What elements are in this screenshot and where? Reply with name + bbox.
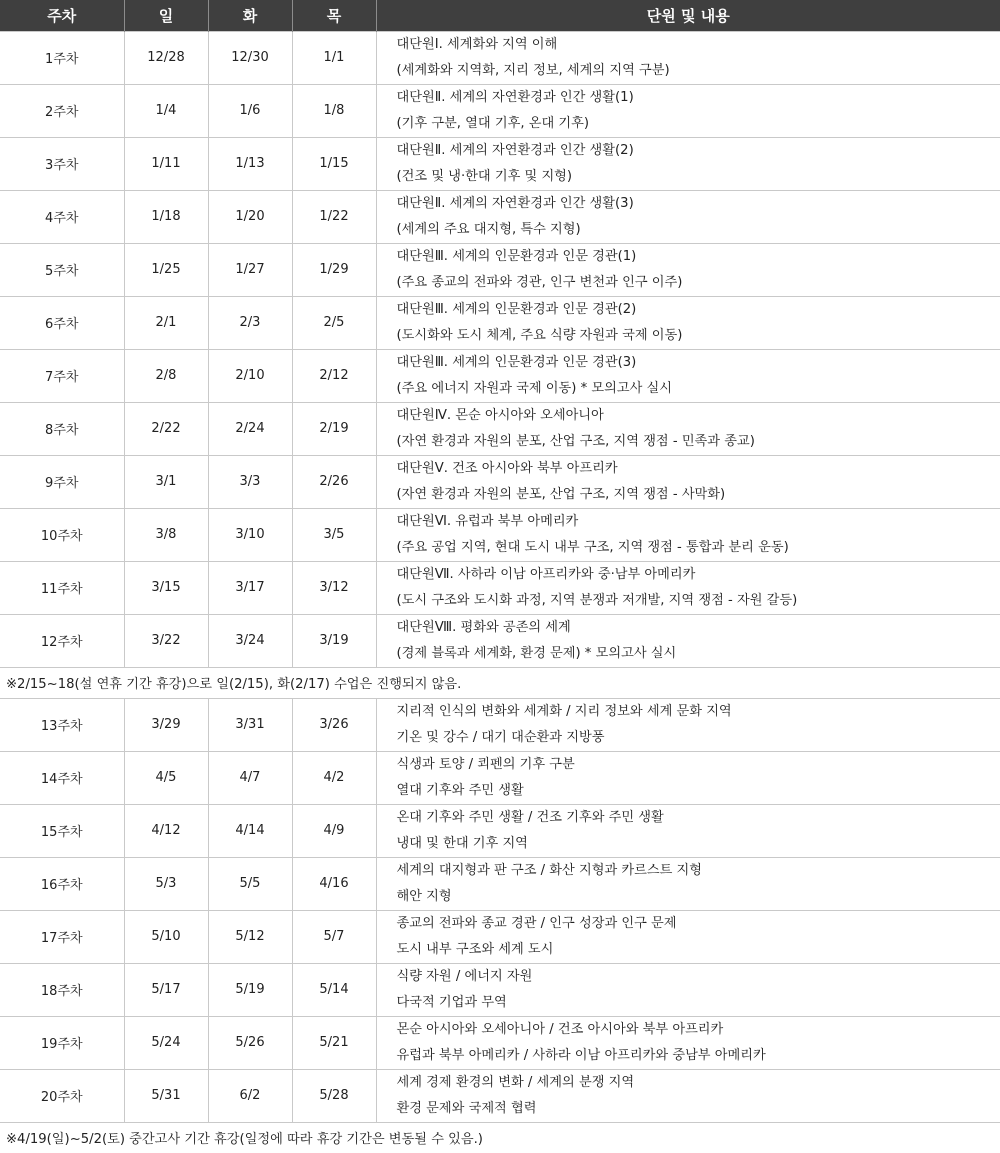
thursday-cell: 3/19 bbox=[292, 614, 376, 667]
content-line-1: 대단원Ⅶ. 사하라 이남 아프리카와 중·남부 아메리카 bbox=[396, 566, 696, 582]
content-line-1: 지리적 인식의 변화와 세계화 / 지리 정보와 세계 문화 지역 bbox=[396, 703, 732, 719]
content-cell bbox=[376, 1016, 1000, 1069]
thursday-cell: 2/26 bbox=[292, 455, 376, 508]
content-cell bbox=[376, 857, 1000, 910]
sunday-cell: 3/29 bbox=[124, 698, 208, 751]
content-line-1: 대단원Ⅲ. 세계의 인문환경과 인문 경관(1) bbox=[396, 248, 637, 264]
notice-text: ※2/15~18(설 연휴 기간 휴강)으로 일(2/15), 화(2/17) 수업은 진행되지 않음. bbox=[0, 667, 1000, 698]
thursday-cell: 1/22 bbox=[292, 190, 376, 243]
tuesday-cell: 6/2 bbox=[208, 1069, 292, 1122]
sunday-cell: 5/17 bbox=[124, 963, 208, 1016]
thursday-cell: 4/2 bbox=[292, 751, 376, 804]
week-cell: 5주차 bbox=[0, 243, 124, 296]
content-line-1: 세계 경제 환경의 변화 / 세계의 분쟁 지역 bbox=[396, 1074, 635, 1090]
table-row bbox=[0, 1069, 1000, 1122]
content-cell bbox=[376, 31, 1000, 84]
content-line-2: (주요 공업 지역, 현대 도시 내부 구조, 지역 쟁점 - 통합과 분리 운동) bbox=[396, 539, 789, 555]
tuesday-cell: 4/7 bbox=[208, 751, 292, 804]
sunday-cell: 2/1 bbox=[124, 296, 208, 349]
tuesday-cell: 2/3 bbox=[208, 296, 292, 349]
table-row bbox=[0, 243, 1000, 296]
content-line-1: 식량 자원 / 에너지 자원 bbox=[396, 968, 533, 984]
content-line-1: 대단원Ⅷ. 평화와 공존의 세계 bbox=[396, 619, 571, 635]
week-cell: 6주차 bbox=[0, 296, 124, 349]
tuesday-cell: 1/13 bbox=[208, 137, 292, 190]
content-cell bbox=[376, 402, 1000, 455]
week-cell: 8주차 bbox=[0, 402, 124, 455]
content-cell bbox=[376, 243, 1000, 296]
tuesday-cell: 3/3 bbox=[208, 455, 292, 508]
thursday-cell: 1/15 bbox=[292, 137, 376, 190]
week-cell: 10주차 bbox=[0, 508, 124, 561]
table-row bbox=[0, 614, 1000, 667]
thursday-cell: 5/21 bbox=[292, 1016, 376, 1069]
content-line-2: (세계화와 지역화, 지리 정보, 세계의 지역 구분) bbox=[396, 62, 670, 78]
thursday-cell: 5/28 bbox=[292, 1069, 376, 1122]
note-row bbox=[0, 1122, 1000, 1153]
thursday-cell: 4/16 bbox=[292, 857, 376, 910]
table-row bbox=[0, 190, 1000, 243]
content-line-1: 온대 기후와 주민 생활 / 건조 기후와 주민 생활 bbox=[396, 809, 664, 825]
sunday-cell: 4/12 bbox=[124, 804, 208, 857]
tuesday-cell: 1/27 bbox=[208, 243, 292, 296]
week-cell: 17주차 bbox=[0, 910, 124, 963]
table-row bbox=[0, 349, 1000, 402]
thursday-cell: 1/1 bbox=[292, 31, 376, 84]
content-line-1: 대단원Ⅵ. 유럽과 북부 아메리카 bbox=[396, 513, 579, 529]
header-sunday: 일 bbox=[124, 0, 208, 31]
thursday-cell: 3/26 bbox=[292, 698, 376, 751]
sunday-cell: 5/31 bbox=[124, 1069, 208, 1122]
sunday-cell: 5/24 bbox=[124, 1016, 208, 1069]
content-line-1: 대단원Ⅳ. 몬순 아시아와 오세아니아 bbox=[396, 407, 604, 423]
content-line-1: 대단원Ⅱ. 세계의 자연환경과 인간 생활(3) bbox=[396, 195, 634, 211]
tuesday-cell: 5/19 bbox=[208, 963, 292, 1016]
sunday-cell: 3/15 bbox=[124, 561, 208, 614]
week-cell: 11주차 bbox=[0, 561, 124, 614]
content-line-1: 대단원Ⅰ. 세계화와 지역 이해 bbox=[396, 36, 558, 52]
content-line-2: 냉대 및 한대 기후 지역 bbox=[396, 835, 528, 851]
content-line-2: (자연 환경과 자원의 분포, 산업 구조, 지역 쟁점 - 민족과 종교) bbox=[396, 433, 755, 449]
sunday-cell: 3/1 bbox=[124, 455, 208, 508]
sunday-cell: 2/8 bbox=[124, 349, 208, 402]
tuesday-cell: 2/10 bbox=[208, 349, 292, 402]
content-line-2: 열대 기후와 주민 생활 bbox=[396, 782, 524, 798]
tuesday-cell: 2/24 bbox=[208, 402, 292, 455]
table-row bbox=[0, 963, 1000, 1016]
content-line-2: 도시 내부 구조와 세계 도시 bbox=[396, 941, 554, 957]
week-cell: 12주차 bbox=[0, 614, 124, 667]
content-line-1: 대단원Ⅱ. 세계의 자연환경과 인간 생활(2) bbox=[396, 142, 634, 158]
notice-text: ※4/19(일)~5/2(토) 중간고사 기간 휴강(일정에 따라 휴강 기간은 변동될 수 있음.) bbox=[0, 1122, 1000, 1153]
week-cell: 1주차 bbox=[0, 31, 124, 84]
content-cell bbox=[376, 455, 1000, 508]
sunday-cell: 12/28 bbox=[124, 31, 208, 84]
content-cell bbox=[376, 614, 1000, 667]
content-line-2: (자연 환경과 자원의 분포, 산업 구조, 지역 쟁점 - 사막화) bbox=[396, 486, 726, 502]
content-cell bbox=[376, 1069, 1000, 1122]
content-line-1: 세계의 대지형과 판 구조 / 화산 지형과 카르스트 지형 bbox=[396, 862, 702, 878]
tuesday-cell: 3/17 bbox=[208, 561, 292, 614]
sunday-cell: 1/18 bbox=[124, 190, 208, 243]
table-row bbox=[0, 508, 1000, 561]
content-line-2: (주요 종교의 전파와 경관, 인구 변천과 인구 이주) bbox=[396, 274, 683, 290]
tuesday-cell: 3/24 bbox=[208, 614, 292, 667]
content-line-2: (주요 에너지 자원과 국제 이동) * 모의고사 실시 bbox=[396, 380, 673, 396]
table-row bbox=[0, 751, 1000, 804]
content-cell bbox=[376, 190, 1000, 243]
content-line-1: 몬순 아시아와 오세아니아 / 건조 아시아와 북부 아프리카 bbox=[396, 1021, 724, 1037]
content-line-2: 해안 지형 bbox=[396, 888, 452, 904]
content-line-2: (도시 구조와 도시화 과정, 지역 분쟁과 저개발, 지역 쟁점 - 자원 갈등) bbox=[396, 592, 798, 608]
table-row bbox=[0, 31, 1000, 84]
table-row bbox=[0, 561, 1000, 614]
table-row bbox=[0, 137, 1000, 190]
thursday-cell: 5/14 bbox=[292, 963, 376, 1016]
content-line-2: 환경 문제와 국제적 협력 bbox=[396, 1100, 537, 1116]
content-line-2: (세계의 주요 대지형, 특수 지형) bbox=[396, 221, 581, 237]
content-line-1: 종교의 전파와 종교 경관 / 인구 성장과 인구 문제 bbox=[396, 915, 677, 931]
table-row bbox=[0, 296, 1000, 349]
table-row bbox=[0, 910, 1000, 963]
content-line-2: (건조 및 냉·한대 기후 및 지형) bbox=[396, 168, 573, 184]
sunday-cell: 3/8 bbox=[124, 508, 208, 561]
content-line-1: 식생과 토양 / 쾨펜의 기후 구분 bbox=[396, 756, 575, 772]
content-line-2: 유럽과 북부 아메리카 / 사하라 이남 아프리카와 중남부 아메리카 bbox=[396, 1047, 766, 1063]
content-cell bbox=[376, 84, 1000, 137]
table-row bbox=[0, 1016, 1000, 1069]
week-cell: 7주차 bbox=[0, 349, 124, 402]
tuesday-cell: 5/12 bbox=[208, 910, 292, 963]
tuesday-cell: 3/31 bbox=[208, 698, 292, 751]
week-cell: 20주차 bbox=[0, 1069, 124, 1122]
header-content: 단원 및 내용 bbox=[376, 0, 1000, 31]
week-cell: 15주차 bbox=[0, 804, 124, 857]
thursday-cell: 1/29 bbox=[292, 243, 376, 296]
content-cell bbox=[376, 508, 1000, 561]
sunday-cell: 5/3 bbox=[124, 857, 208, 910]
week-cell: 9주차 bbox=[0, 455, 124, 508]
week-cell: 14주차 bbox=[0, 751, 124, 804]
table-row bbox=[0, 84, 1000, 137]
thursday-cell: 3/12 bbox=[292, 561, 376, 614]
thursday-cell: 1/8 bbox=[292, 84, 376, 137]
week-cell: 19주차 bbox=[0, 1016, 124, 1069]
tuesday-cell: 1/20 bbox=[208, 190, 292, 243]
tuesday-cell: 1/6 bbox=[208, 84, 292, 137]
tuesday-cell: 12/30 bbox=[208, 31, 292, 84]
sunday-cell: 4/5 bbox=[124, 751, 208, 804]
week-cell: 2주차 bbox=[0, 84, 124, 137]
tuesday-cell: 5/26 bbox=[208, 1016, 292, 1069]
table-row bbox=[0, 455, 1000, 508]
content-cell bbox=[376, 804, 1000, 857]
thursday-cell: 2/12 bbox=[292, 349, 376, 402]
thursday-cell: 2/5 bbox=[292, 296, 376, 349]
sunday-cell: 1/25 bbox=[124, 243, 208, 296]
content-cell bbox=[376, 963, 1000, 1016]
content-line-1: 대단원Ⅱ. 세계의 자연환경과 인간 생활(1) bbox=[396, 89, 634, 105]
week-cell: 16주차 bbox=[0, 857, 124, 910]
header-tuesday: 화 bbox=[208, 0, 292, 31]
sunday-cell: 1/11 bbox=[124, 137, 208, 190]
content-cell bbox=[376, 561, 1000, 614]
content-cell bbox=[376, 137, 1000, 190]
table-row bbox=[0, 857, 1000, 910]
content-cell bbox=[376, 698, 1000, 751]
table-row bbox=[0, 804, 1000, 857]
week-cell: 3주차 bbox=[0, 137, 124, 190]
content-line-2: 다국적 기업과 무역 bbox=[396, 994, 507, 1010]
table-row bbox=[0, 402, 1000, 455]
content-line-2: (경제 블록과 세계화, 환경 문제) * 모의고사 실시 bbox=[396, 645, 677, 661]
content-line-2: (기후 구분, 열대 기후, 온대 기후) bbox=[396, 115, 590, 131]
sunday-cell: 3/22 bbox=[124, 614, 208, 667]
content-line-1: 대단원Ⅲ. 세계의 인문환경과 인문 경관(2) bbox=[396, 301, 637, 317]
content-line-1: 대단원Ⅲ. 세계의 인문환경과 인문 경관(3) bbox=[396, 354, 637, 370]
content-line-1: 대단원Ⅴ. 건조 아시아와 북부 아프리카 bbox=[396, 460, 618, 476]
header-thursday: 목 bbox=[292, 0, 376, 31]
week-cell: 4주차 bbox=[0, 190, 124, 243]
content-cell bbox=[376, 751, 1000, 804]
thursday-cell: 2/19 bbox=[292, 402, 376, 455]
week-cell: 13주차 bbox=[0, 698, 124, 751]
sunday-cell: 1/4 bbox=[124, 84, 208, 137]
tuesday-cell: 4/14 bbox=[208, 804, 292, 857]
header-row bbox=[0, 0, 1000, 31]
content-line-2: 기온 및 강수 / 대기 대순환과 지방풍 bbox=[396, 729, 605, 745]
table-row bbox=[0, 698, 1000, 751]
tuesday-cell: 3/10 bbox=[208, 508, 292, 561]
sunday-cell: 5/10 bbox=[124, 910, 208, 963]
thursday-cell: 3/5 bbox=[292, 508, 376, 561]
sunday-cell: 2/22 bbox=[124, 402, 208, 455]
header-week: 주차 bbox=[0, 0, 124, 31]
week-cell: 18주차 bbox=[0, 963, 124, 1016]
content-cell bbox=[376, 296, 1000, 349]
thursday-cell: 4/9 bbox=[292, 804, 376, 857]
content-cell bbox=[376, 349, 1000, 402]
content-cell bbox=[376, 910, 1000, 963]
tuesday-cell: 5/5 bbox=[208, 857, 292, 910]
note-row bbox=[0, 667, 1000, 698]
content-line-2: (도시화와 도시 체계, 주요 식량 자원과 국제 이동) bbox=[396, 327, 683, 343]
thursday-cell: 5/7 bbox=[292, 910, 376, 963]
